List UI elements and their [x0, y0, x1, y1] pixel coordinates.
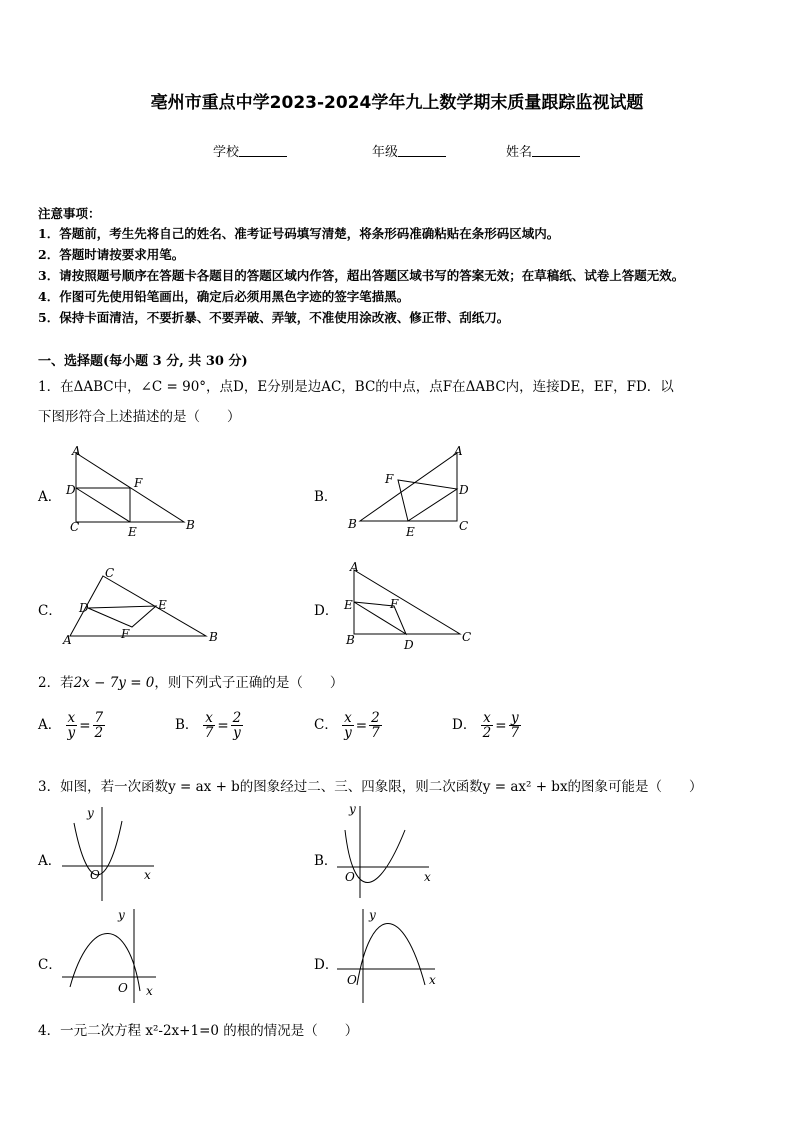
origin-label: O	[345, 870, 355, 884]
label-d: D	[66, 483, 76, 497]
q1-option-a[interactable]: A．	[38, 489, 62, 505]
label-b: B	[209, 630, 218, 644]
label-e: E	[158, 598, 167, 612]
q3-option-a[interactable]: A．	[38, 853, 62, 869]
q2-equation: 2x − 7y = 0	[73, 675, 155, 691]
label-c: C	[105, 566, 115, 580]
q1-figure-a	[60, 445, 210, 545]
section-heading: 一、选择题(每小题 3 分, 共 30 分)	[38, 354, 248, 369]
notice-item: 2．答题时请按要求用笔。	[38, 247, 185, 262]
label-c: C	[462, 630, 472, 644]
axis-x-label: x	[424, 870, 431, 884]
label-f: F	[390, 597, 399, 611]
grade-label: 年级	[372, 145, 399, 160]
axis-y-label: y	[369, 908, 376, 922]
origin-label: O	[347, 973, 357, 987]
label-d: D	[459, 483, 469, 497]
axis-x-label: x	[146, 984, 153, 998]
question-1-text: 1．在ΔABC中，∠C = 90°，点D，E分别是边AC，BC的中点，点F在ΔABC内，连接DE，EF，FD．以	[38, 379, 674, 395]
school-label: 学校	[213, 145, 240, 160]
name-label: 姓名	[506, 145, 533, 160]
q3-option-b[interactable]: B．	[314, 853, 338, 869]
axis-x-label: x	[429, 973, 436, 987]
label-b: B	[348, 517, 357, 531]
q1-option-b[interactable]: B．	[314, 489, 338, 505]
q2-option-a[interactable]: A． $\frac{x}{y}$ = $\frac{7}{2}$	[38, 710, 104, 741]
grade-field[interactable]	[372, 141, 446, 160]
label-b: B	[186, 518, 195, 532]
axis-x-label: x	[144, 868, 151, 882]
label-e: E	[128, 525, 137, 539]
label-a: A	[72, 444, 81, 458]
q1-figure-c	[60, 565, 230, 655]
origin-label: O	[90, 868, 100, 882]
q2-option-d[interactable]: D． $\frac{x}{2}$ = $\frac{y}{7}$	[452, 710, 520, 741]
label-a: A	[350, 560, 359, 574]
q2-option-c[interactable]: C． $\frac{x}{y}$ = $\frac{2}{7}$	[314, 710, 380, 741]
notice-item: 1．答题前，考生先将自己的姓名、准考证号码填写清楚，将条形码准确粘贴在条形码区域内。	[38, 226, 560, 241]
label-a: A	[454, 444, 463, 458]
q1-figure-b	[340, 443, 480, 543]
q3-graph-c	[60, 905, 170, 1005]
notice-item: 3．请按照题号顺序在答题卡各题目的答题区域内作答，超出答题区域书写的答案无效；在草稿纸、试卷上答题无效。	[38, 268, 685, 283]
question-2-text: 2．若2x − 7y = 0，则下列式子正确的是（ ）	[38, 675, 344, 691]
label-f: F	[134, 476, 143, 490]
label-d: D	[404, 638, 414, 652]
question-1-text-cont: 下图形符合上述描述的是（ ）	[38, 409, 241, 425]
q3-graph-a	[60, 805, 170, 905]
q1-option-c[interactable]: C．	[38, 603, 62, 619]
axis-y-label: y	[118, 908, 125, 922]
label-c: C	[70, 520, 80, 534]
notice-item: 4．作图可先使用铅笔画出，确定后必须用黑色字迹的签字笔描黑。	[38, 289, 410, 304]
q1-option-d[interactable]: D．	[314, 603, 339, 619]
label-d: D	[79, 601, 89, 615]
q3-option-c[interactable]: C．	[38, 957, 62, 973]
label-c: C	[459, 519, 469, 533]
axis-y-label: y	[87, 806, 94, 820]
label-f: F	[385, 472, 394, 486]
page-title: 亳州市重点中学2023-2024学年九上数学期末质量跟踪监视试题	[150, 93, 644, 113]
origin-label: O	[118, 981, 128, 995]
label-b: B	[346, 633, 355, 647]
label-f: F	[121, 627, 130, 641]
q2-option-b[interactable]: B． $\frac{x}{7}$ = $\frac{2}{y}$	[175, 710, 242, 741]
q3-option-d[interactable]: D．	[314, 957, 339, 973]
notice-item: 5．保持卡面清洁，不要折暴、不要弄破、弄皱，不准使用涂改液、修正带、刮纸刀。	[38, 310, 510, 325]
name-field[interactable]	[506, 141, 580, 160]
notice-heading: 注意事项：	[38, 206, 101, 221]
q3-graph-d	[335, 905, 455, 1005]
axis-y-label: y	[349, 802, 356, 816]
label-e: E	[406, 525, 415, 539]
question-4-text: 4．一元二次方程 x²-2x+1=0 的根的情况是（ ）	[38, 1023, 359, 1039]
label-e: E	[344, 598, 353, 612]
q1-figure-d	[340, 560, 480, 655]
question-3-text: 3．如图，若一次函数y = ax + b的图象经过二、三、四象限，则二次函数y = ax² + bx的图象可能是（ ）	[38, 779, 703, 795]
school-field[interactable]	[213, 141, 287, 160]
label-a: A	[63, 633, 72, 647]
q3-graph-b	[335, 800, 445, 900]
